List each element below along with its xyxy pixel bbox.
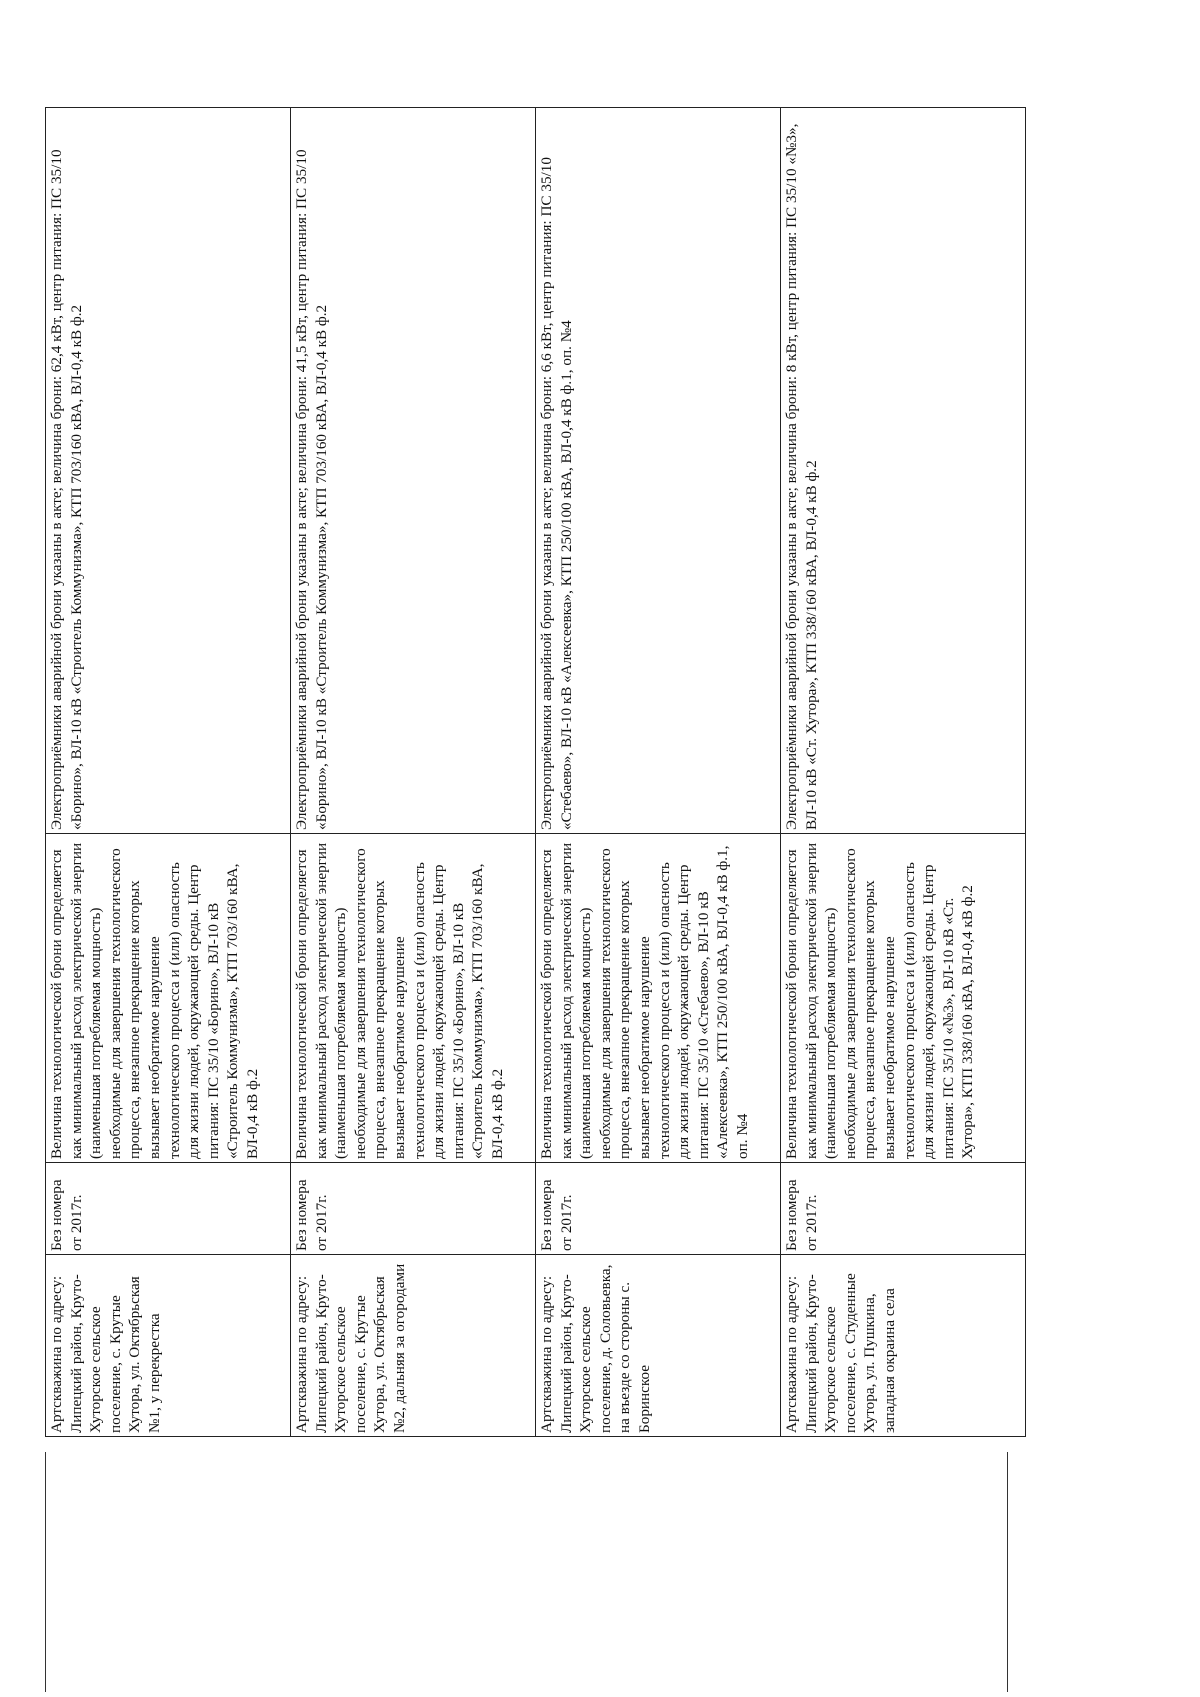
technological-reserve-cell: Величина технологической брони определяется как минимальный расход электрической энергии (наименьшая потребляемая мощность) необходимые для завершения технологического процесса, внезапное прекращение которых вызывает необратимое нарушение технологического процесса и (или) опасность для жизни людей, окружающей среды. Центр питания: ПС 35/10 «№3», ВЛ-10 кВ «Ст. Хутора», КТП 338/160 кВА, ВЛ-0,4 кВ ф.2 <box>781 834 1026 1163</box>
reservation-table <box>45 107 1026 1437</box>
rotated-page <box>0 100 1100 1697</box>
emergency-reserve-cell: Электроприёмники аварийной брони указаны в акте; величина брони: 8 кВт, центр питания: ПС 35/10 «№3», ВЛ-10 кВ «Ст. Хутора», КТП 338/160 кВА, ВЛ-0,4 кВ ф.2 <box>781 108 1026 834</box>
table-row <box>781 108 1026 1437</box>
emergency-reserve-cell: Электроприёмники аварийной брони указаны в акте; величина брони: 62,4 кВт, центр питания: ПС 35/10 «Борино», ВЛ-10 кВ «Строитель Коммунизма», КТП 703/160 кВА, ВЛ-0,4 кВ ф.2 <box>46 108 291 834</box>
document-cell: Без номера от 2017г. <box>46 1163 291 1255</box>
address-cell: Артскважина по адресу: Липецкий район, Круто-Хуторское сельское поселение, с. Крутые Хутора, ул. Октябрьская №1, у перекрестка <box>46 1255 291 1437</box>
technological-reserve-cell: Величина технологической брони определяется как минимальный расход электрической энергии (наименьшая потребляемая мощность) необходимые для завершения технологического процесса, внезапное прекращение которых вызывает необратимое нарушение технологического процесса и (или) опасность для жизни людей, окружающей среды. Центр питания: ПС 35/10 «Борино», ВЛ-10 кВ «Строитель Коммунизма», КТП 703/160 кВА, ВЛ-0,4 кВ ф.2 <box>291 834 536 1163</box>
address-cell: Артскважина по адресу: Липецкий район, Круто-Хуторское сельское поселение, с. Студенные Хутора, ул. Пушкина, западная окраина села <box>781 1255 1026 1437</box>
table-border-line <box>1007 1452 1008 1692</box>
emergency-reserve-cell: Электроприёмники аварийной брони указаны в акте; величина брони: 41,5 кВт, центр питания: ПС 35/10 «Борино», ВЛ-10 кВ «Строитель Коммунизма», КТП 703/160 кВА, ВЛ-0,4 кВ ф.2 <box>291 108 536 834</box>
table-row <box>291 108 536 1437</box>
document-cell: Без номера от 2017г. <box>291 1163 536 1255</box>
table-border-line <box>45 1452 46 1692</box>
table-row <box>536 108 781 1437</box>
address-cell: Артскважина по адресу: Липецкий район, Круто-Хуторское сельское поселение, с. Крутые Хутора, ул. Октябрьская №2, дальняя за огородами <box>291 1255 536 1437</box>
document-cell: Без номера от 2017г. <box>536 1163 781 1255</box>
table-row <box>46 108 291 1437</box>
technological-reserve-cell: Величина технологической брони определяется как минимальный расход электрической энергии (наименьшая потребляемая мощность) необходимые для завершения технологического процесса, внезапное прекращение которых вызывает необратимое нарушение технологического процесса и (или) опасность для жизни людей, окружающей среды. Центр питания: ПС 35/10 «Стебаево», ВЛ-10 кВ «Алексеевка», КТП 250/100 кВА, ВЛ-0,4 кВ ф.1, оп. №4 <box>536 834 781 1163</box>
address-cell: Артскважина по адресу: Липецкий район, Круто-Хуторское сельское поселение, д. Соловьевка, на въезде со стороны с. Боринское <box>536 1255 781 1437</box>
document-cell: Без номера от 2017г. <box>781 1163 1026 1255</box>
technological-reserve-cell: Величина технологической брони определяется как минимальный расход электрической энергии (наименьшая потребляемая мощность) необходимые для завершения технологического процесса, внезапное прекращение которых вызывает необратимое нарушение технологического процесса и (или) опасность для жизни людей, окружающей среды. Центр питания: ПС 35/10 «Борино», ВЛ-10 кВ «Строитель Коммунизма», КТП 703/160 кВА, ВЛ-0,4 кВ ф.2 <box>46 834 291 1163</box>
emergency-reserve-cell: Электроприёмники аварийной брони указаны в акте; величина брони: 6,6 кВт, центр питания: ПС 35/10 «Стебаево», ВЛ-10 кВ «Алексеевка», КТП 250/100 кВА, ВЛ-0,4 кВ ф.1, оп. №4 <box>536 108 781 834</box>
